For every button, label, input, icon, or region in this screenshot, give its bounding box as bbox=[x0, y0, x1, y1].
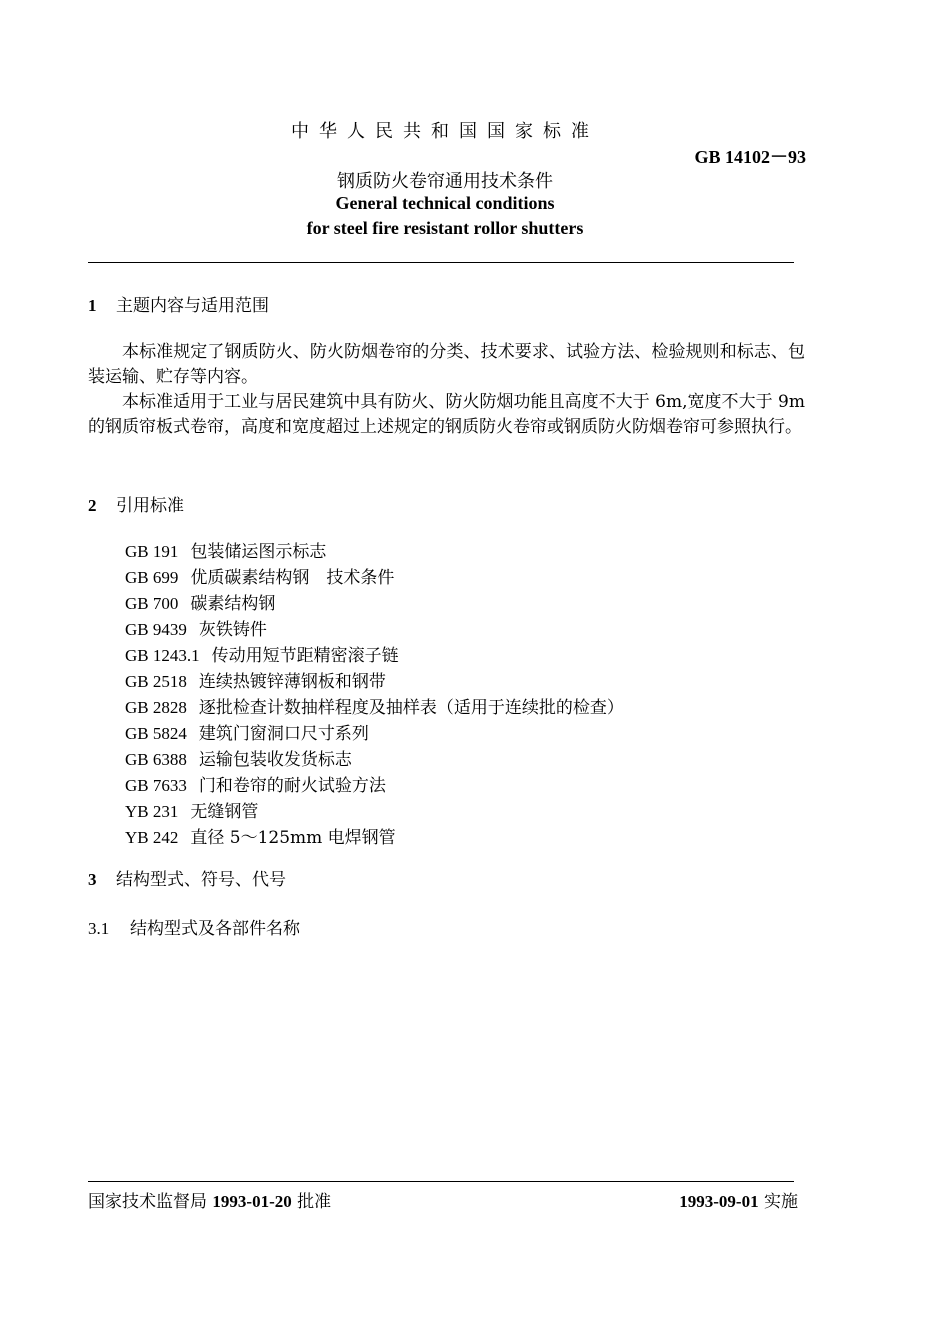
list-item bbox=[125, 799, 624, 825]
effective-date: 1993-09-01 bbox=[679, 1192, 759, 1211]
approve-date: 1993-01-20 bbox=[212, 1192, 292, 1211]
reference-name: 优质碳素结构钢 技术条件 bbox=[190, 568, 395, 588]
reference-code: GB 2518 bbox=[125, 672, 187, 691]
reference-name: 连续热镀锌薄钢板和钢带 bbox=[198, 672, 386, 692]
section-2-number: 2 bbox=[88, 496, 97, 515]
reference-code: YB 242 bbox=[125, 828, 179, 847]
section-3-title: 结构型式、符号、代号 bbox=[116, 870, 286, 890]
reference-name: 包装储运图示标志 bbox=[190, 542, 327, 562]
reference-code: GB 5824 bbox=[125, 724, 187, 743]
reference-name: 直径 5～125mm 电焊钢管 bbox=[190, 828, 396, 848]
approver-name: 国家技术监督局 bbox=[88, 1192, 207, 1212]
footer-divider bbox=[88, 1181, 794, 1182]
section-1-paragraph-1: 本标准规定了钢质防火、防火防烟卷帘的分类、技术要求、试验方法、检验规则和标志、包装运输、贮存等内容。 bbox=[88, 342, 805, 387]
list-item bbox=[125, 695, 624, 721]
list-item bbox=[125, 721, 624, 747]
section-1-number: 1 bbox=[88, 296, 97, 315]
approve-label: 批准 bbox=[297, 1192, 332, 1212]
footer-approval bbox=[88, 1187, 331, 1212]
footer-effective bbox=[679, 1187, 798, 1212]
list-item bbox=[125, 825, 624, 851]
section-3-number: 3 bbox=[88, 870, 97, 889]
list-item bbox=[125, 643, 624, 669]
title-english-line-1: General technical conditions bbox=[335, 193, 555, 213]
section-2-title: 引用标准 bbox=[116, 496, 184, 516]
standard-code: GB 14102－93 bbox=[694, 147, 806, 167]
header-divider bbox=[88, 262, 794, 263]
reference-code: GB 6388 bbox=[125, 750, 187, 769]
effective-label: 实施 bbox=[764, 1192, 798, 1212]
reference-code: GB 1243.1 bbox=[125, 646, 200, 665]
reference-code: GB 7633 bbox=[125, 776, 187, 795]
title-english-line-2: for steel fire resistant rollor shutters bbox=[306, 218, 584, 238]
reference-code: GB 700 bbox=[125, 594, 179, 613]
reference-code: YB 231 bbox=[125, 802, 179, 821]
list-item bbox=[125, 669, 624, 695]
reference-code: GB 191 bbox=[125, 542, 179, 561]
title-chinese: 钢质防火卷帘通用技术条件 bbox=[337, 171, 553, 192]
national-standard-heading: 中华人民共和国国家标准 bbox=[291, 121, 599, 142]
reference-name: 无缝钢管 bbox=[190, 802, 259, 822]
reference-name: 传动用短节距精密滚子链 bbox=[211, 646, 399, 666]
section-3-1-number: 3.1 bbox=[88, 919, 110, 938]
section-1-title: 主题内容与适用范围 bbox=[116, 296, 269, 316]
list-item bbox=[125, 747, 624, 773]
section-1-heading bbox=[88, 291, 269, 316]
list-item bbox=[125, 565, 624, 591]
section-3-1-title: 结构型式及各部件名称 bbox=[130, 919, 300, 939]
list-item bbox=[125, 539, 624, 565]
section-2-heading bbox=[88, 491, 184, 516]
reference-name: 逐批检查计数抽样程度及抽样表（适用于连续批的检查） bbox=[198, 698, 624, 718]
reference-name: 灰铁铸件 bbox=[198, 620, 267, 640]
reference-code: GB 9439 bbox=[125, 620, 187, 639]
reference-code: GB 699 bbox=[125, 568, 179, 587]
reference-name: 门和卷帘的耐火试验方法 bbox=[198, 776, 386, 796]
section-3-1-heading bbox=[88, 914, 300, 939]
list-item bbox=[125, 617, 624, 643]
section-1-paragraph-2: 本标准适用于工业与居民建筑中具有防火、防火防烟功能且高度不大于 6m,宽度不大于 9m 的钢质帘板式卷帘，高度和宽度超过上述规定的钢质防火卷帘或钢质防火防烟卷帘可参照执行。 bbox=[88, 392, 805, 437]
reference-code: GB 2828 bbox=[125, 698, 187, 717]
reference-name: 建筑门窗洞口尺寸系列 bbox=[198, 724, 369, 744]
section-3-heading bbox=[88, 865, 286, 890]
list-item bbox=[125, 591, 624, 617]
reference-name: 运输包装收发货标志 bbox=[198, 750, 352, 770]
reference-standards-list bbox=[125, 539, 624, 851]
reference-name: 碳素结构钢 bbox=[190, 594, 276, 614]
list-item bbox=[125, 773, 624, 799]
